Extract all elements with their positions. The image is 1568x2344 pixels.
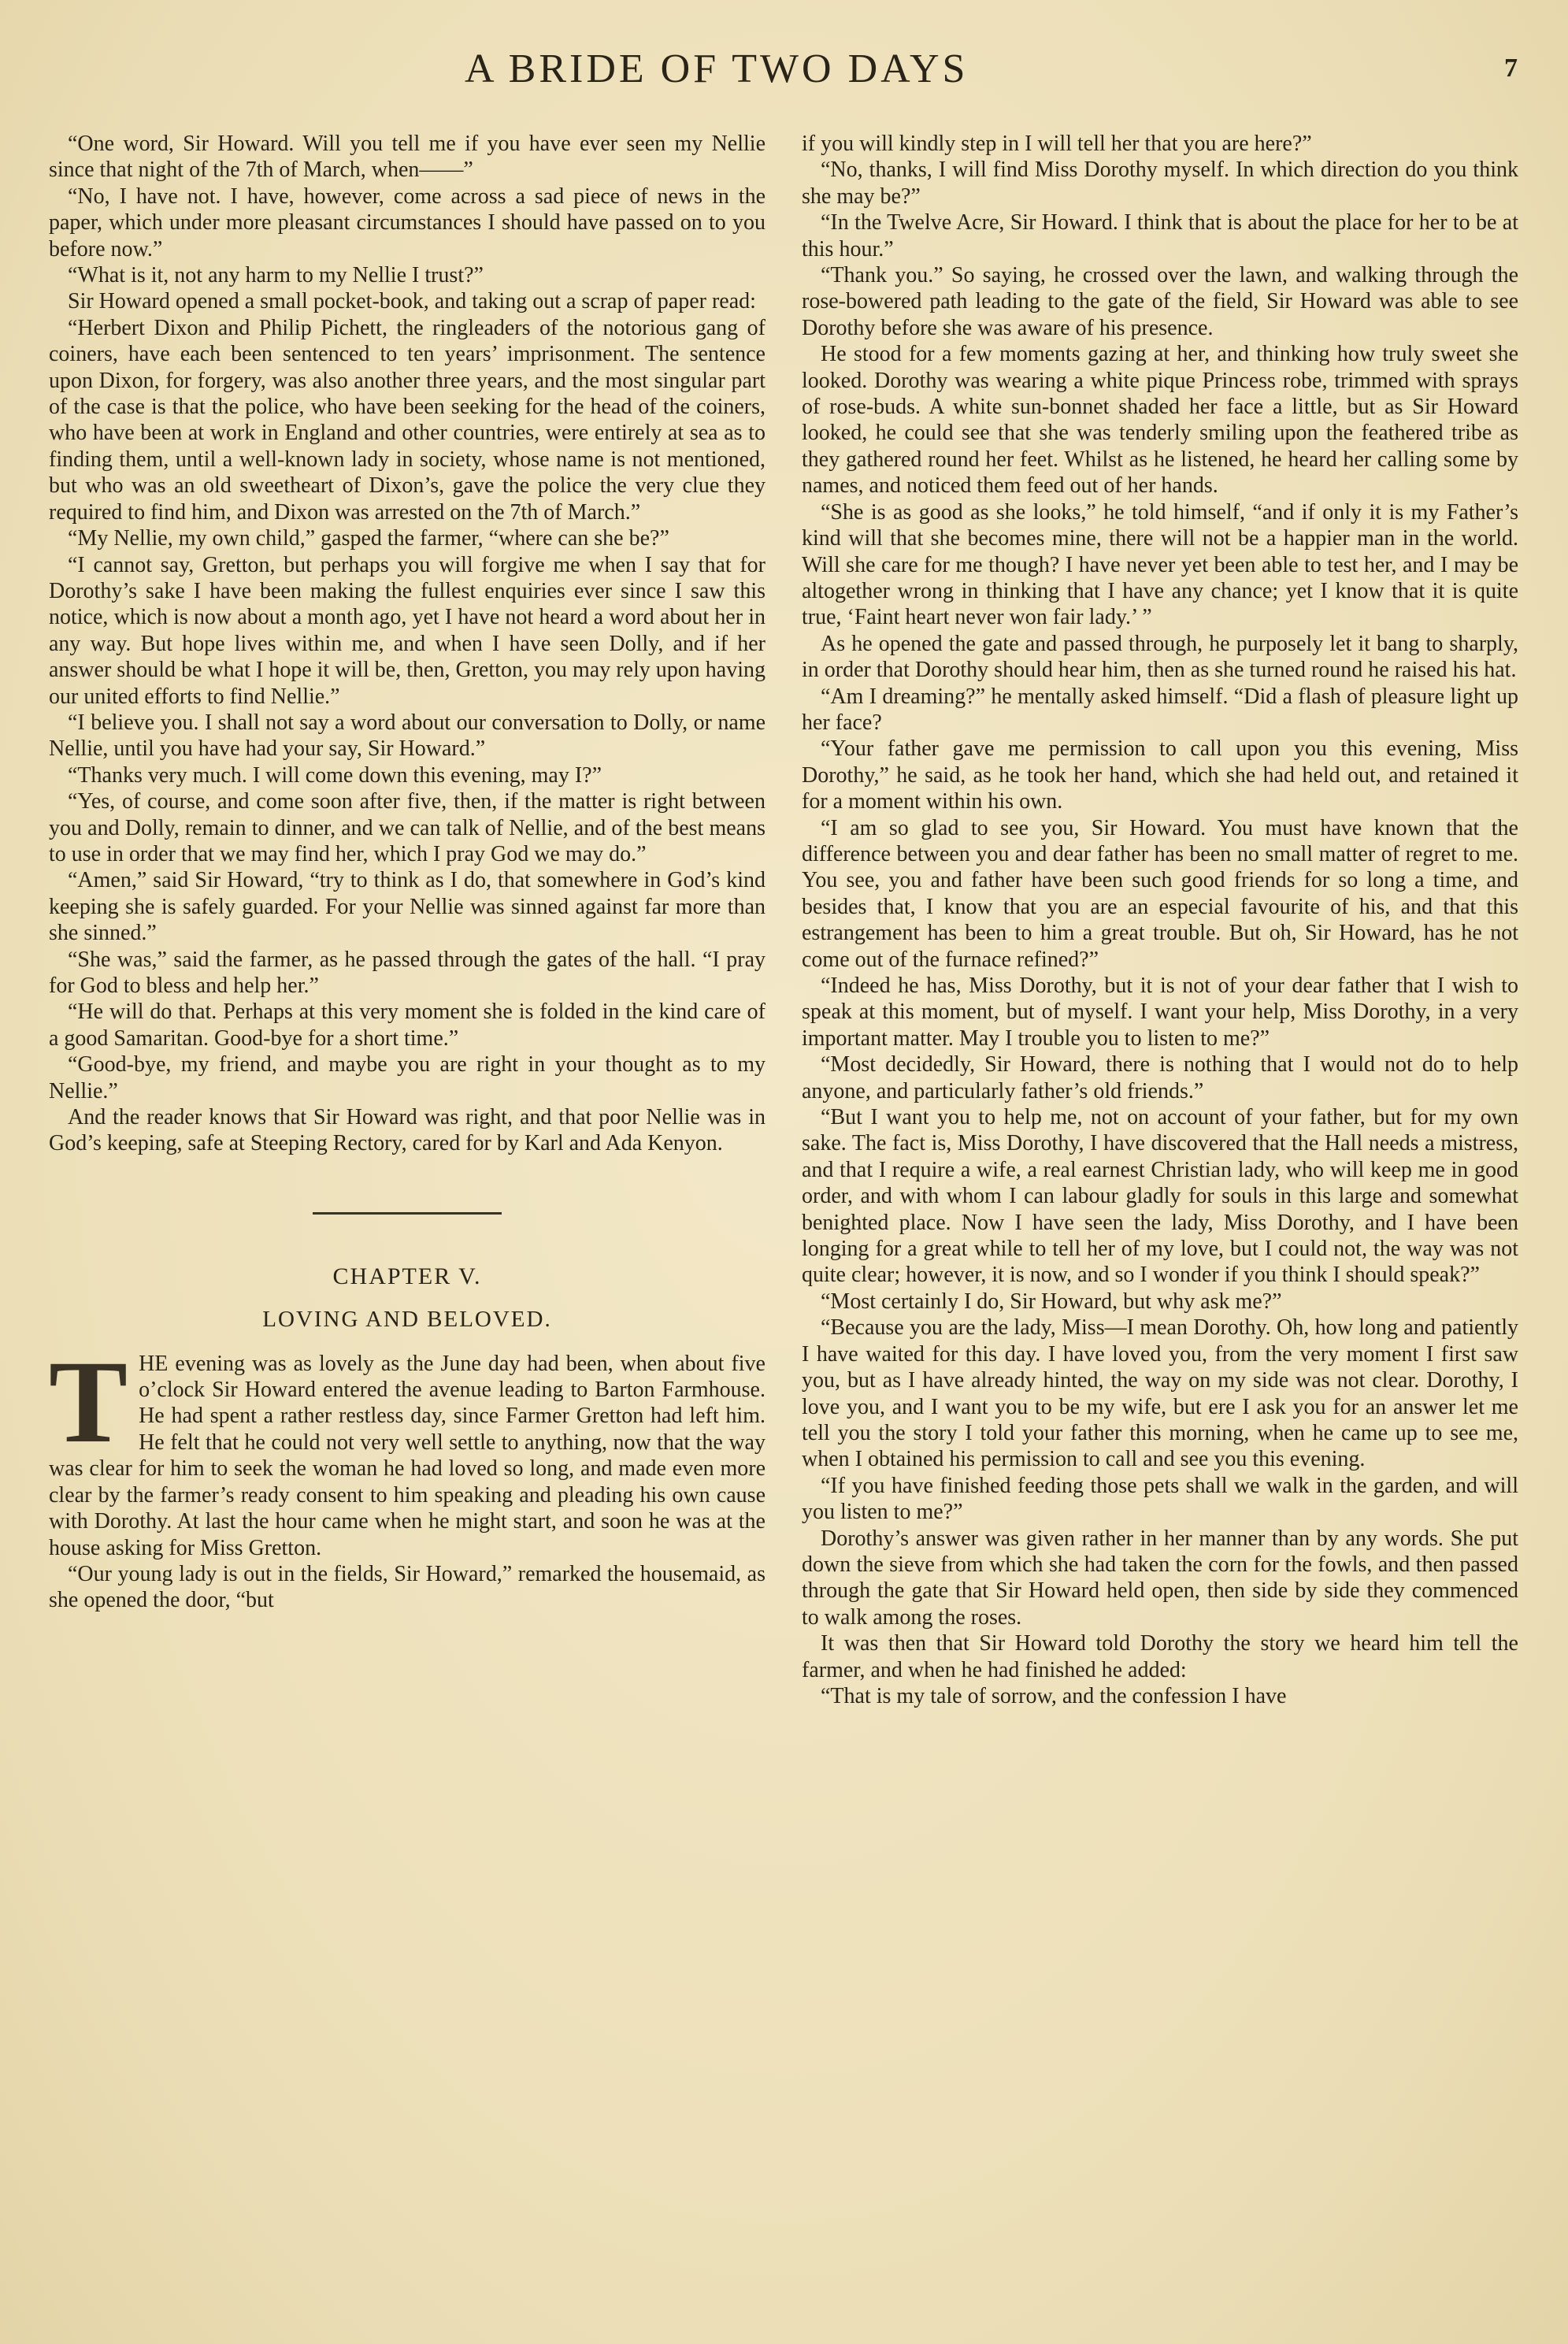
paragraph: “That is my tale of sorrow, and the confession I have	[821, 1683, 1287, 1708]
paragraph: “I believe you. I shall not say a word about our conversation to Dolly, or name Nellie, until you have had your say, Sir Howard.”	[49, 710, 765, 762]
chapter-title: LOVING AND BELOVED.	[262, 1307, 552, 1333]
right-column	[802, 131, 1518, 1709]
paragraph: “Indeed he has, Miss Dorothy, but it is not of your dear father that I wish to speak at this moment, but of myself. I want your help, Miss Dorothy, in a very important matter. May I trouble you to listen to me?”	[802, 974, 1518, 1051]
paragraph: “He will do that. Perhaps at this very moment she is folded in the kind care of a good Samaritan. Good-bye for a short time.”	[49, 1000, 765, 1051]
paragraph: Sir Howard opened a small pocket-book, and taking out a scrap of paper read:	[68, 289, 756, 314]
paragraph: Dorothy’s answer was given rather in her manner than by any words. She put down the sieve from which she had taken the corn for the fowls, and then passed through the gate that Sir Howard held open, then side by side they commenced to walk among the roses.	[802, 1526, 1518, 1630]
paragraph: “Am I dreaming?” he mentally asked himself. “Did a flash of pleasure light up her face?	[802, 684, 1518, 735]
paragraph: “If you have finished feeding those pets shall we walk in the garden, and will you listen to me?”	[802, 1473, 1518, 1525]
paragraph: “Because you are the lady, Miss—I mean Dorothy. Oh, how long and patiently I have waited for this day. I have loved you, from the very moment I first saw you, but as I have already hinted, the way on my side was not clear. Dorothy, I love you, and I want you to be my wife, but ere I ask you for an answer let me tell you the story I told your father this morning, when he came up to see me, when I obtained his permission to call and see you this evening.	[802, 1315, 1518, 1472]
quoted-newspaper-paragraph: “Herbert Dixon and Philip Pichett, the ringleaders of the notorious gang of coiners, have each been sentenced to ten years’ imprisonment. The sentence upon Dixon, for forgery, was also another three years, and the most singular part of the case is that the police, who have been seeking for the head of the coiners, who have been at work in England and other countries, were entirely at sea as to finding them, until a well-known lady in society, whose name is not mentioned, but who was an old sweetheart of Dixon’s, gave the police the very clue they required to find him, and Dixon was arrested on the 7th of March.”	[49, 315, 765, 525]
paragraph: “Your father gave me permission to call upon you this evening, Miss Dorothy,” he said, as he took her hand, which she had held out, and retained it for a moment within his own.	[802, 736, 1518, 814]
paragraph: “Most decidedly, Sir Howard, there is nothing that I would not do to help anyone, and particularly father’s old friends.”	[802, 1052, 1518, 1103]
paragraph: “Amen,” said Sir Howard, “try to think as I do, that somewhere in God’s kind keeping she is safely guarded. For your Nellie was sinned against far more than she sinned.”	[49, 868, 765, 946]
paragraph: “She is as good as she looks,” he told himself, “and if only it is my Father’s kind will that she becomes mine, there will not be a happier man in the world. Will she care for me though? I have never yet been able to test her, and I may be altogether wrong in thinking that I have any chance; yet I know that it is quite true, ‘Faint heart never won fair lady.’ ”	[802, 499, 1518, 630]
paragraph: “No, thanks, I will find Miss Dorothy myself. In which direction do you think she may be?”	[802, 158, 1518, 209]
paragraph: As he opened the gate and passed through, he purposely let it bang to sharply, in order that Dorothy should hear him, then as she turned round he raised his hat.	[802, 631, 1518, 683]
paragraph: “Most certainly I do, Sir Howard, but why ask me?”	[821, 1289, 1282, 1314]
paragraph: “Yes, of course, and come soon after five, then, if the matter is right between you and Dolly, remain to dinner, and we can talk of Nellie, and of the best means to use in order that we may find her, which I pray God we may do.”	[49, 789, 765, 866]
page-header	[0, 46, 1568, 101]
paragraph: “Thank you.” So saying, he crossed over the lawn, and walking through the rose-bowered path leading to the gate of the field, Sir Howard was able to see Dorothy before she was aware of his presence.	[802, 263, 1518, 340]
left-column	[49, 131, 765, 1614]
paragraph: He stood for a few moments gazing at her, and thinking how truly sweet she looked. Dorothy was wearing a white pique Princess robe, trimmed with sprays of rose-buds. A white sun-bonnet shaded her face a little, but as Sir Howard looked, he could see that she was tenderly smiling upon the feathered tribe as they gathered round her feet. Whilst as he listened, he heard her calling some by names, and noticed them feed out of her hands.	[802, 342, 1518, 499]
paragraph: “One word, Sir Howard. Will you tell me if you have ever seen my Nellie since that night of the 7th of March, when——”	[49, 132, 765, 183]
paragraph: “I cannot say, Gretton, but perhaps you will forgive me when I say that for Dorothy’s sake I have been making the fullest enquiries ever since I saw this notice, which is now about a month ago, yet I have not heard a word about her in any way. But hope lives within me, and when I have seen Dolly, and if her answer should be what I hope it will be, then, Gretton, you may rely upon having our united efforts to find Nellie.”	[49, 552, 765, 709]
paragraph: “My Nellie, my own child,” gasped the farmer, “where can she be?”	[68, 526, 669, 551]
continued-paragraph: if you will kindly step in I will tell her that you are here?”	[802, 132, 1312, 156]
paragraph: “Thanks very much. I will come down this evening, may I?”	[68, 762, 602, 788]
page-number: 7	[1504, 54, 1518, 83]
paragraph: “No, I have not. I have, however, come across a sad piece of news in the paper, which under more pleasant circumstances I should have passed on to you before now.”	[49, 184, 765, 261]
section-divider-rule	[313, 1212, 502, 1215]
paragraph: “But I want you to help me, not on account of your father, but for my own sake. The fact is, Miss Dorothy, I have discovered that the Hall needs a mistress, and that I require a wife, a real earnest Christian lady, who will keep me in good order, and with whom I can labour gladly for souls in this large and somewhat benighted place. Now I have seen the lady, Miss Dorothy, and I have been longing for a great while to tell her of my love, but I could not, the way was not quite clear; however, it is now, and so I wonder if you think I should speak?”	[802, 1105, 1518, 1288]
running-title: A BRIDE OF TWO DAYS	[465, 46, 969, 91]
paragraph: “What is it, not any harm to my Nellie I trust?”	[68, 263, 484, 288]
paragraph: “Our young lady is out in the fields, Sir Howard,” remarked the housemaid, as she opened the door, “but	[49, 1561, 765, 1613]
chapter-opening-paragraph	[49, 1336, 765, 1561]
paragraph: And the reader knows that Sir Howard was right, and that poor Nellie was in God’s keeping, safe at Steeping Rectory, cared for by Karl and Ada Kenyon.	[49, 1105, 765, 1156]
paragraph: “She was,” said the farmer, as he passed through the gates of the hall. “I pray for God to bless and help her.”	[49, 947, 765, 998]
drop-cap: T	[49, 1336, 128, 1467]
paragraph: “In the Twelve Acre, Sir Howard. I think that is about the place for her to be at this hour.”	[802, 210, 1518, 261]
paragraph: “Good-bye, my friend, and maybe you are right in your thought as to my Nellie.”	[49, 1052, 765, 1103]
paragraph: “I am so glad to see you, Sir Howard. You must have known that the difference between you and dear father has been no small matter of regret to me. You see, you and father have been such good friends for so long a time, and besides that, I know that you are an especial favourite of his, and that this estrangement has been to him a great trouble. But oh, Sir Howard, has he not come out of the furnace refined?”	[802, 815, 1518, 972]
chapter-number: CHAPTER V.	[332, 1263, 482, 1289]
opening-text: HE evening was as lovely as the June day had been, when about five o’clock Sir Howard entered the avenue leading to Barton Farmhouse. He had spent a rather restless day, since Farmer Gretton had left him. He felt that he could not very well settle to anything, now that the way was clear for him to seek the woman he had loved so long, and made even more clear by the farmer’s ready consent to him speaking and pleading his own cause with Dorothy. At last the hour came when he might start, and soon he was at the house asking for Miss Gretton.	[49, 1351, 765, 1560]
paragraph: It was then that Sir Howard told Dorothy the story we heard him tell the farmer, and when he had finished he added:	[802, 1631, 1518, 1682]
